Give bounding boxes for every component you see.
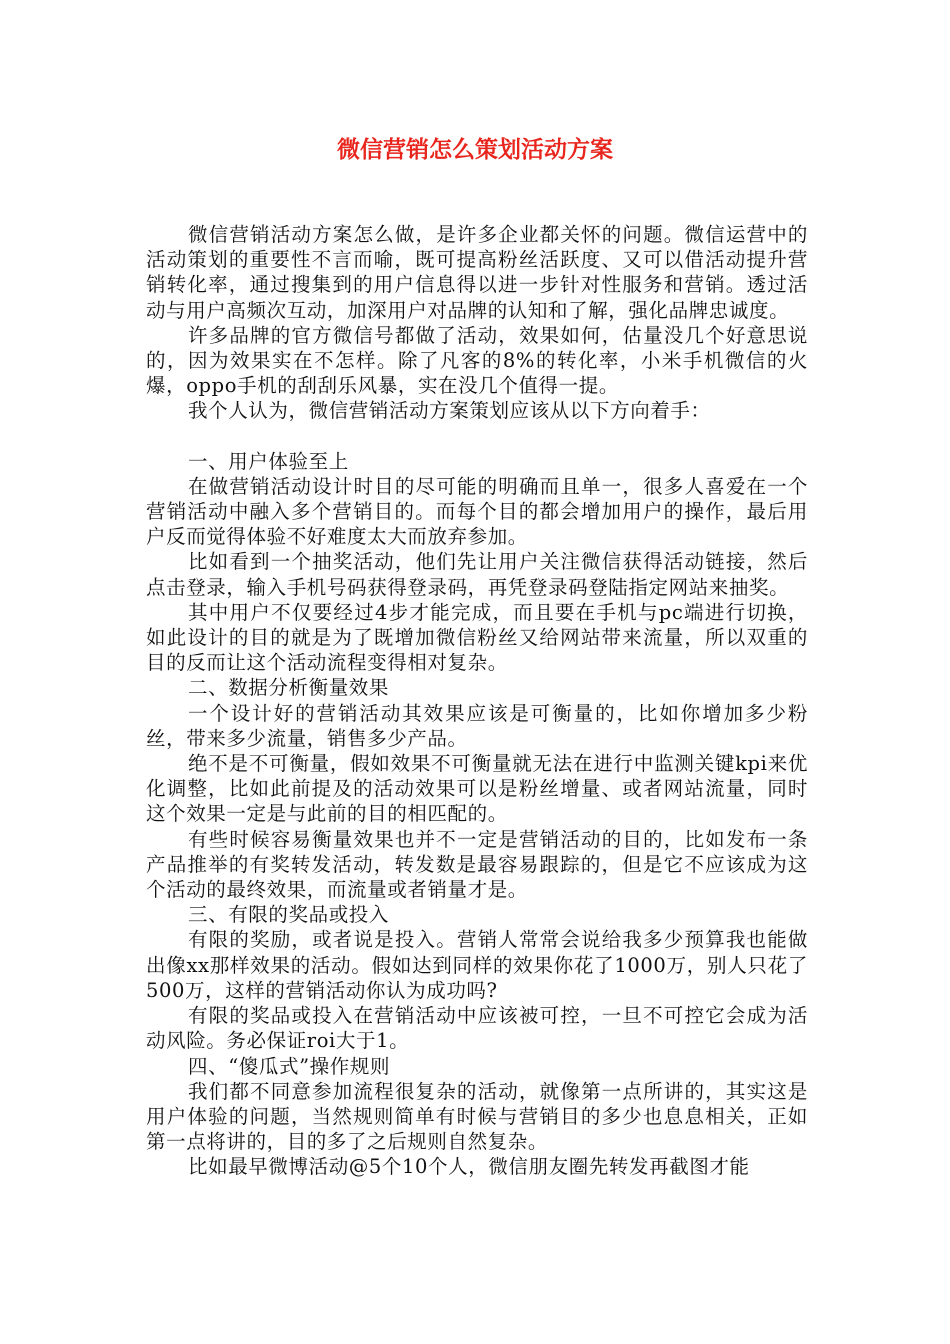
section-heading-3: 三、有限的奖品或投入 bbox=[188, 903, 390, 927]
paragraph-spacer bbox=[146, 424, 808, 449]
paragraph-four-steps: 其中用户不仅要经过4步才能完成，而且要在手机与pc端进行切换，如此设计的目的就是为了既增加微信粉丝又给网站带来流量，所以双重的目的反而让这个活动流程变得相对复杂。 bbox=[146, 600, 808, 675]
section-heading-4: 四、“傻瓜式”操作规则 bbox=[188, 1054, 391, 1078]
paragraph-intro: 微信营销活动方案怎么做，是许多企业都关怀的问题。微信运营中的活动策划的重要性不言而喻，既可提高粉丝活跃度、又可以借活动提升营销转化率，通过搜集到的用户信息得以进一步针对性服务和营销。透过活动与用户高频次互动，加深用户对品牌的认知和了解，强化品牌忠诚度。 bbox=[146, 223, 808, 322]
paragraph-single-goal: 在做营销活动设计时目的尽可能的明确而且单一，很多人喜爱在一个营销活动中融入多个营销目的。而每个目的都会增加用户的操作，最后用户反而觉得体验不好难度太大而放弃参加。 bbox=[146, 474, 808, 549]
document-title: 微信营销怎么策划活动方案 bbox=[337, 137, 613, 163]
paragraph-kpi: 绝不是不可衡量，假如效果不可衡量就无法在进行中监测关键kpi来优化调整，比如此前提及的活动效果可以是粉丝增量、或者网站流量，同时这个效果一定是与此前的目的相匹配的。 bbox=[146, 752, 808, 826]
paragraph-budget: 有限的奖励，或者说是投入。营销人常常会说给我多少预算我也能做出像xx那样效果的活动。假如达到同样的效果你花了1000万，别人只花了500万，这样的营销活动你认为成功吗? bbox=[146, 928, 808, 1002]
paragraph-easy-metric: 有些时候容易衡量效果也并不一定是营销活动的目的，比如发布一条产品推举的有奖转发活动，转发数是最容易跟踪的，但是它不应该成为这个活动的最终效果，而流量或者销量才是。 bbox=[146, 827, 808, 902]
paragraph-simple-rules: 我们都不同意参加流程很复杂的活动，就像第一点所讲的，其实这是用户体验的问题，当然规则简单有时候与营销目的多少也息息相关，正如第一点将讲的，目的多了之后规则自然复杂。 bbox=[146, 1079, 808, 1154]
document-body bbox=[146, 222, 808, 1180]
paragraph-weibo-example: 比如最早微博活动@5个10个人，微信朋友圈先转发再截图才能 bbox=[188, 1155, 750, 1179]
section-heading-1: 一、用户体验至上 bbox=[188, 449, 349, 473]
paragraph-brands: 许多品牌的官方微信号都做了活动，效果如何，估量没几个好意思说的，因为效果实在不怎样。除了凡客的8%的转化率，小米手机微信的火爆，oppo手机的刮刮乐风暴，实在没几个值得一提。 bbox=[146, 323, 808, 398]
paragraph-measurable: 一个设计好的营销活动其效果应该是可衡量的，比如你增加多少粉丝，带来多少流量，销售多少产品。 bbox=[146, 701, 808, 750]
paragraph-approach: 我个人认为，微信营销活动方案策划应该从以下方向着手： bbox=[188, 399, 711, 423]
paragraph-lottery-example: 比如看到一个抽奖活动，他们先让用户关注微信获得活动链接，然后点击登录，输入手机号码获得登录码，再凭登录码登陆指定网站来抽奖。 bbox=[146, 550, 808, 599]
section-heading-2: 二、数据分析衡量效果 bbox=[188, 676, 390, 700]
paragraph-roi: 有限的奖品或投入在营销活动中应该被可控，一旦不可控它会成为活动风险。务必保证roi大于1。 bbox=[146, 1004, 808, 1053]
